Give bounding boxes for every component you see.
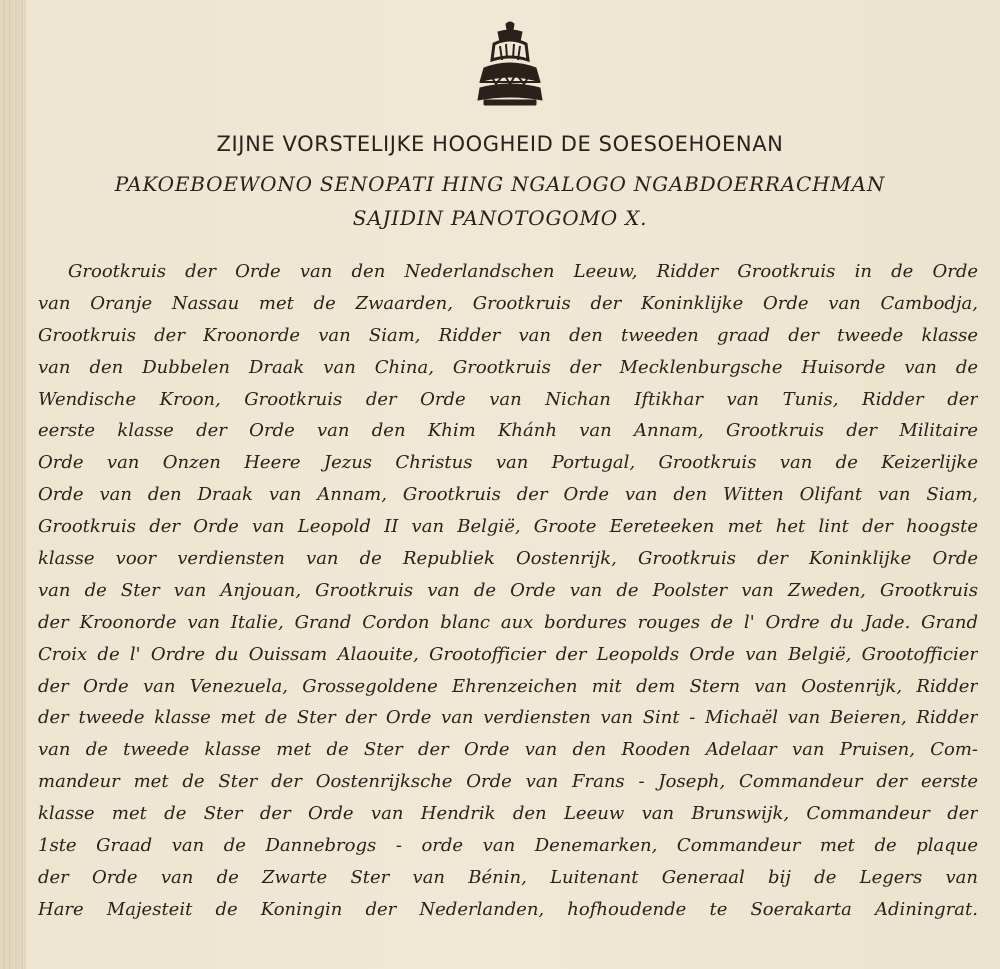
paragraph-line: Croix de l' Ordre du Ouissam Alaouite, Grootofficier der Leopolds Orde van België, Grootofficier bbox=[38, 643, 978, 665]
royal-crest-icon bbox=[470, 20, 550, 110]
paragraph-line: klasse voor verdiensten van de Republiek Oostenrijk, Grootkruis der Koninklijke Orde bbox=[38, 548, 978, 570]
paragraph-line: der tweede klasse met de Ster der Orde van verdiensten van Sint - Michaël van Beieren, Ridder bbox=[38, 707, 978, 729]
paragraph-line: Grootkruis der Orde van den Nederlandschen Leeuw, Ridder Grootkruis in de Orde bbox=[68, 261, 978, 282]
paragraph-line: eerste klasse der Orde van den Khim Khánh van Annam, Grootkruis der Militaire bbox=[38, 420, 978, 442]
paragraph-line: Grootkruis der Orde van Leopold II van België, Groote Eereteeken met het lint der hoogste bbox=[38, 516, 978, 538]
paragraph-line: van den Dubbelen Draak van China, Grootkruis der Mecklenburgsche Huisorde van de bbox=[38, 356, 978, 378]
paragraph-line: van de Ster van Anjouan, Grootkruis van de Orde van de Poolster van Zweden, Grootkruis bbox=[38, 579, 978, 601]
titles-paragraph bbox=[38, 256, 978, 926]
paragraph-line: van Oranje Nassau met de Zwaarden, Grootkruis der Koninklijke Orde van Cambodja, bbox=[38, 292, 978, 314]
paragraph-line: van de tweede klasse met de Ster der Orde van den Rooden Adelaar van Pruisen, Com- bbox=[38, 739, 978, 761]
paragraph-line: mandeur met de Ster der Oostenrijksche Orde van Frans - Joseph, Commandeur der eerste bbox=[38, 771, 978, 793]
paragraph-line: Hare Majesteit de Koningin der Nederlanden, hofhoudende te Soerakarta Adiningrat. bbox=[38, 898, 978, 920]
paragraph-line: Wendische Kroon, Grootkruis der Orde van Nichan Iftikhar van Tunis, Ridder der bbox=[38, 388, 978, 410]
title-line-2: PAKOEBOEWONO SENOPATI HING NGALOGO NGABDOERRACHMAN bbox=[114, 172, 886, 196]
paragraph-line: der Orde van de Zwarte Ster van Bénin, Luitenant Generaal bij de Legers van bbox=[38, 866, 978, 888]
title-line-3: SAJIDIN PANOTOGOMO X. bbox=[352, 206, 648, 230]
paragraph-line: klasse met de Ster der Orde van Hendrik den Leeuw van Brunswijk, Commandeur der bbox=[38, 803, 978, 825]
paragraph-line: der Kroonorde van Italie, Grand Cordon blanc aux bordures rouges de l' Ordre du Jade. Grand bbox=[38, 611, 978, 633]
paragraph-line: Grootkruis der Kroonorde van Siam, Ridder van den tweeden graad der tweede klasse bbox=[38, 324, 978, 346]
title-line-1: ZIJNE VORSTELIJKE HOOGHEID DE SOESOEHOENAN bbox=[216, 132, 784, 156]
paragraph-line: der Orde van Venezuela, Grossegoldene Ehrenzeichen mit dem Stern van Oostenrijk, Ridder bbox=[38, 675, 978, 697]
paragraph-line: Orde van den Draak van Annam, Grootkruis der Orde van den Witten Olifant van Siam, bbox=[38, 484, 978, 506]
paragraph-line: Orde van Onzen Heere Jezus Christus van Portugal, Grootkruis van de Keizerlijke bbox=[38, 452, 978, 474]
paragraph-line: 1ste Graad van de Dannebrogs - orde van Denemarken, Commandeur met de plaque bbox=[38, 835, 978, 857]
